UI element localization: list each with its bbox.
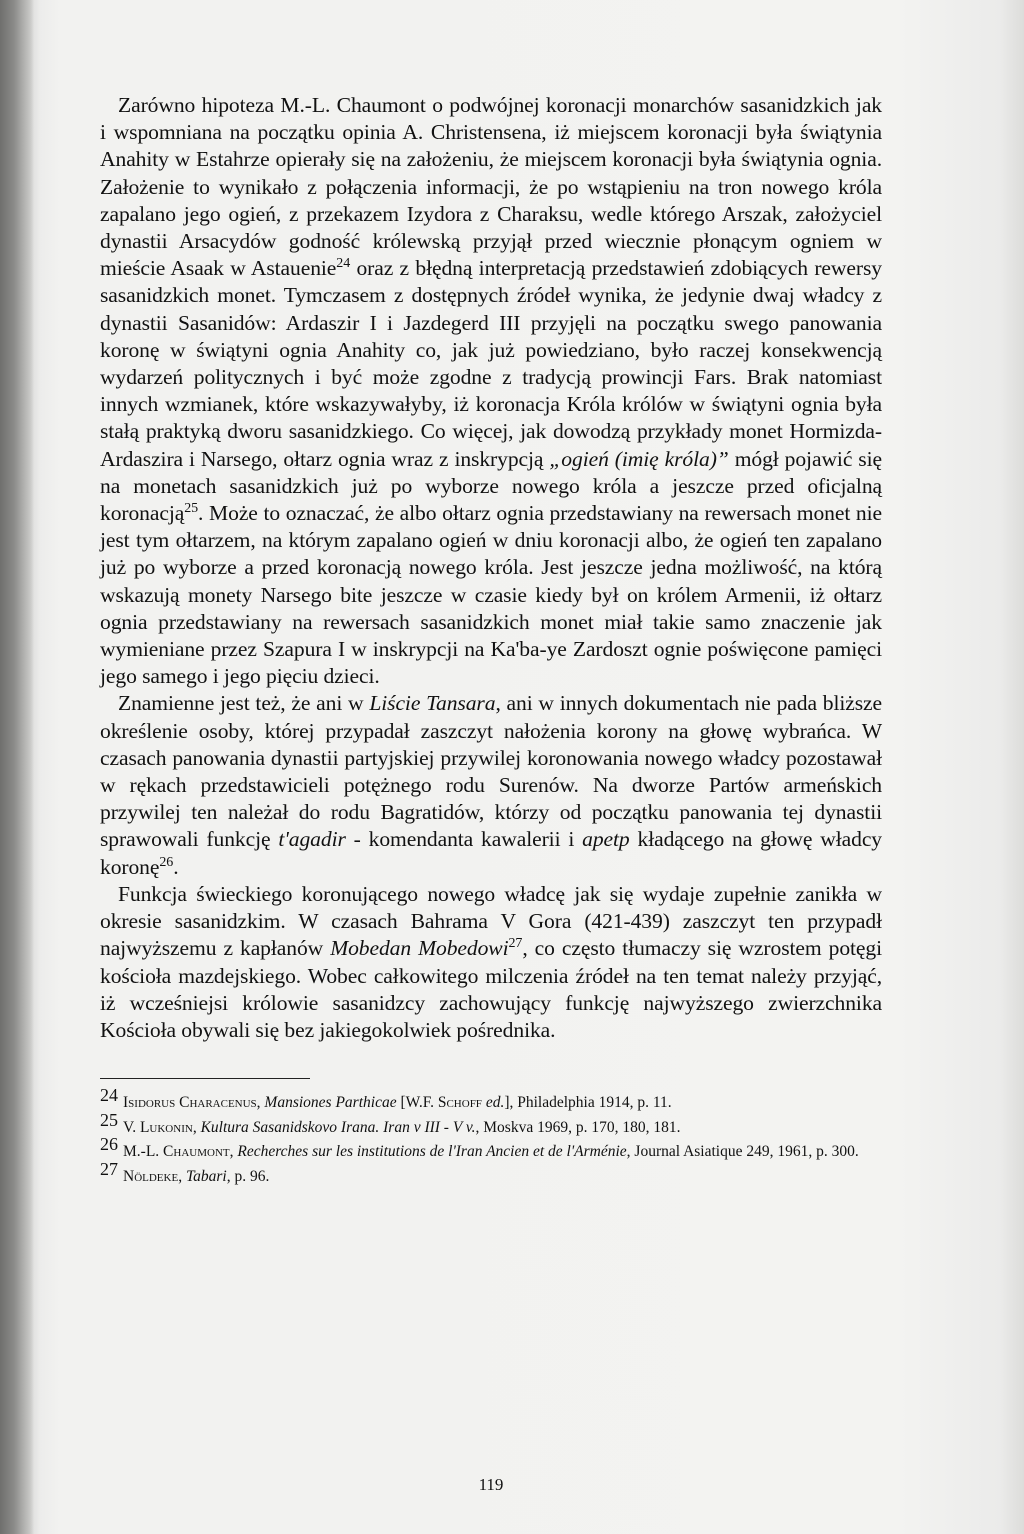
footnote-reference: 27 xyxy=(508,936,523,952)
footnote-reference: 26 xyxy=(159,854,174,870)
author-name: Lukonin xyxy=(139,1118,193,1136)
footnote-text: Nöldeke, Tabari, p. 96. xyxy=(123,1167,270,1185)
italic-text: t'agadir xyxy=(278,827,346,852)
paragraph-2: Znamienne jest też, że ani w Liście Tansara, ani w innych dokumentach nie pada bliższe określenie osoby, której przypadał zaszczyt nałożenia korony na głowę wybrańca. W czasach panowania dynastii partyjskiej przywilej koronowania nowego władcy pozostawał w rękach przedstawicieli potężnego rodu Surenów. Na dworze Partów armeńskich przywilej ten należał do rodu Bagratidów, którzy od początku panowania tej dynastii sprawowali funkcję t'agadir - komendanta kawalerii i apetp kładącego na głowę władcy koronę$^{26}$. xyxy=(100,691,882,879)
footnote-number: 26 xyxy=(100,1134,118,1155)
footnote-reference: 25 xyxy=(184,501,199,517)
footnote-25 xyxy=(100,1109,882,1139)
paragraph-1: Zarówno hipoteza M.-L. Chaumont o podwójnej koronacji monarchów sasanidzkich jak i wspomniana na początku opinia A. Christensena, iż miejscem koronacji była świątynia Anahity w Estahrze opierały się na założeniu, że miejscem koronacji była świątynia ognia. Założenie to wynikało z połączenia informacji, że po wstąpieniu na tron nowego króla zapalano jego ogień, z przekazem Izydora z Charaksu, wedle którego Arszak, założyciel dynastii Arsacydów godność królewską przyjął przed wiecznie płonącym ogniem w mieście Asaak w Astauenie$^{24}$ oraz z błędną interpretacją przedstawień zdobiących rewersy sasanidzkich monet. Tymczasem z dostępnych źródeł wynika, że jedynie dwaj władcy z dynastii Sasanidów: Ardaszir I i Jazdegerd III przyjęli na początku swego panowania koronę w świątyni ognia Anahity co, jak już powiedziano, było raczej konsekwencją wydarzeń politycznych i być może zgodne z tradycją prowincji Fars. Brak natomiast innych wzmianek, które wskazywałyby, iż koronacja Króla królów w świątyni ognia była stałą praktyką dworu sasanidzkiego. Co więcej, jak dowodzą przykłady monet Hormizda-Ardaszira i Narsego, ołtarz ognia wraz z inskrypcją „ogień (imię króla)” mógł pojawić się na monetach sasanidzkich już po wyborze nowego króla a jeszcze przed oficjalną koronacją$^{25}$. Może to oznaczać, że albo ołtarz ognia przedstawiany na rewersach monet nie jest tym ołtarzem, na którym zapalano ogień w dniu koronacji albo, że ogień ten zapalano już po wyborze a przed koronacją nowego króla. Jest jeszcze jedna możliwość, na którą wskazują monety Narsego bite jeszcze w czasie kiedy był on królem Armenii, iż ołtarz ognia przedstawiany na rewersach sasanidzkich monet miał takie samo znaczenie jak wymieniane przez Szapura I w inskrypcji na Ka'ba-ye Zardoszt ognie poświęcone pamięci jego samego i jego pięciu dzieci. xyxy=(100,93,882,689)
italic-text: Kultura Sasanidskovo Irana. Iran v III - V v. xyxy=(200,1118,476,1136)
footnote-divider xyxy=(100,1078,310,1079)
author-name: Chaumont xyxy=(163,1143,230,1161)
main-text xyxy=(100,92,882,1044)
page-number: 119 xyxy=(478,1475,504,1494)
footnote-number: 24 xyxy=(100,1085,118,1106)
author-name: Isidorus Characenus xyxy=(123,1094,257,1112)
footnote-number: 27 xyxy=(100,1158,118,1179)
footnote-number: 25 xyxy=(100,1109,118,1130)
italic-text: „ogień (imię króla)” xyxy=(549,446,729,471)
page-content xyxy=(100,92,882,1494)
footnotes xyxy=(100,1085,882,1187)
author-name: Nöldeke xyxy=(123,1167,179,1185)
italic-text: ed. xyxy=(485,1094,505,1112)
paragraph-3: Funkcja świeckiego koronującego nowego władcę jak się wydaje zupełnie zanikła w okresie sasanidzkim. W czasach Bahrama V Gora (421-439) zaszczyt ten przypadł najwyższemu z kapłanów Mobedan Mobedowi$^{27}$, co często tłumaczy się wzrostem potęgi kościoła mazdejskiego. Wobec całkowitego milczenia źródeł na ten temat należy przyjąć, iż wcześniejsi królowie sasanidzcy zachowujący funkcję najwyższego zwierzchnika Kościoła obywali się bez jakiegokolwiek pośrednika. xyxy=(100,881,882,1042)
italic-text: Mobedan Mobedowi xyxy=(330,936,509,961)
italic-text: Tabari xyxy=(185,1167,227,1185)
italic-text: apetp xyxy=(582,827,630,852)
footnote-26 xyxy=(100,1134,882,1163)
footnote-text: V. Lukonin, Kultura Sasanidskovo Irana. Iran v III - V v., Moskva 1969, p. 170, 180, 181. xyxy=(123,1118,681,1136)
italic-text: Recherches sur les institutions de l'Iran Ancien et de l'Arménie xyxy=(237,1143,627,1161)
footnote-24 xyxy=(100,1085,882,1114)
italic-text: Liście Tansara xyxy=(369,691,496,716)
footnote-27 xyxy=(100,1158,882,1188)
author-name: Schoff xyxy=(437,1094,482,1112)
book-spine-shadow xyxy=(0,0,34,1534)
footnote-reference: 24 xyxy=(336,256,351,272)
italic-text: Mansiones Parthicae xyxy=(264,1094,397,1112)
footnote-text: Isidorus Characenus, Mansiones Parthicae [W.F. Schoff ed.], Philadelphia 1914, p. 11. xyxy=(123,1094,672,1112)
footnote-text: M.-L. Chaumont, Recherches sur les institutions de l'Iran Ancien et de l'Arménie, Journal Asiatique 249, 1961, p. 300. xyxy=(123,1143,859,1161)
